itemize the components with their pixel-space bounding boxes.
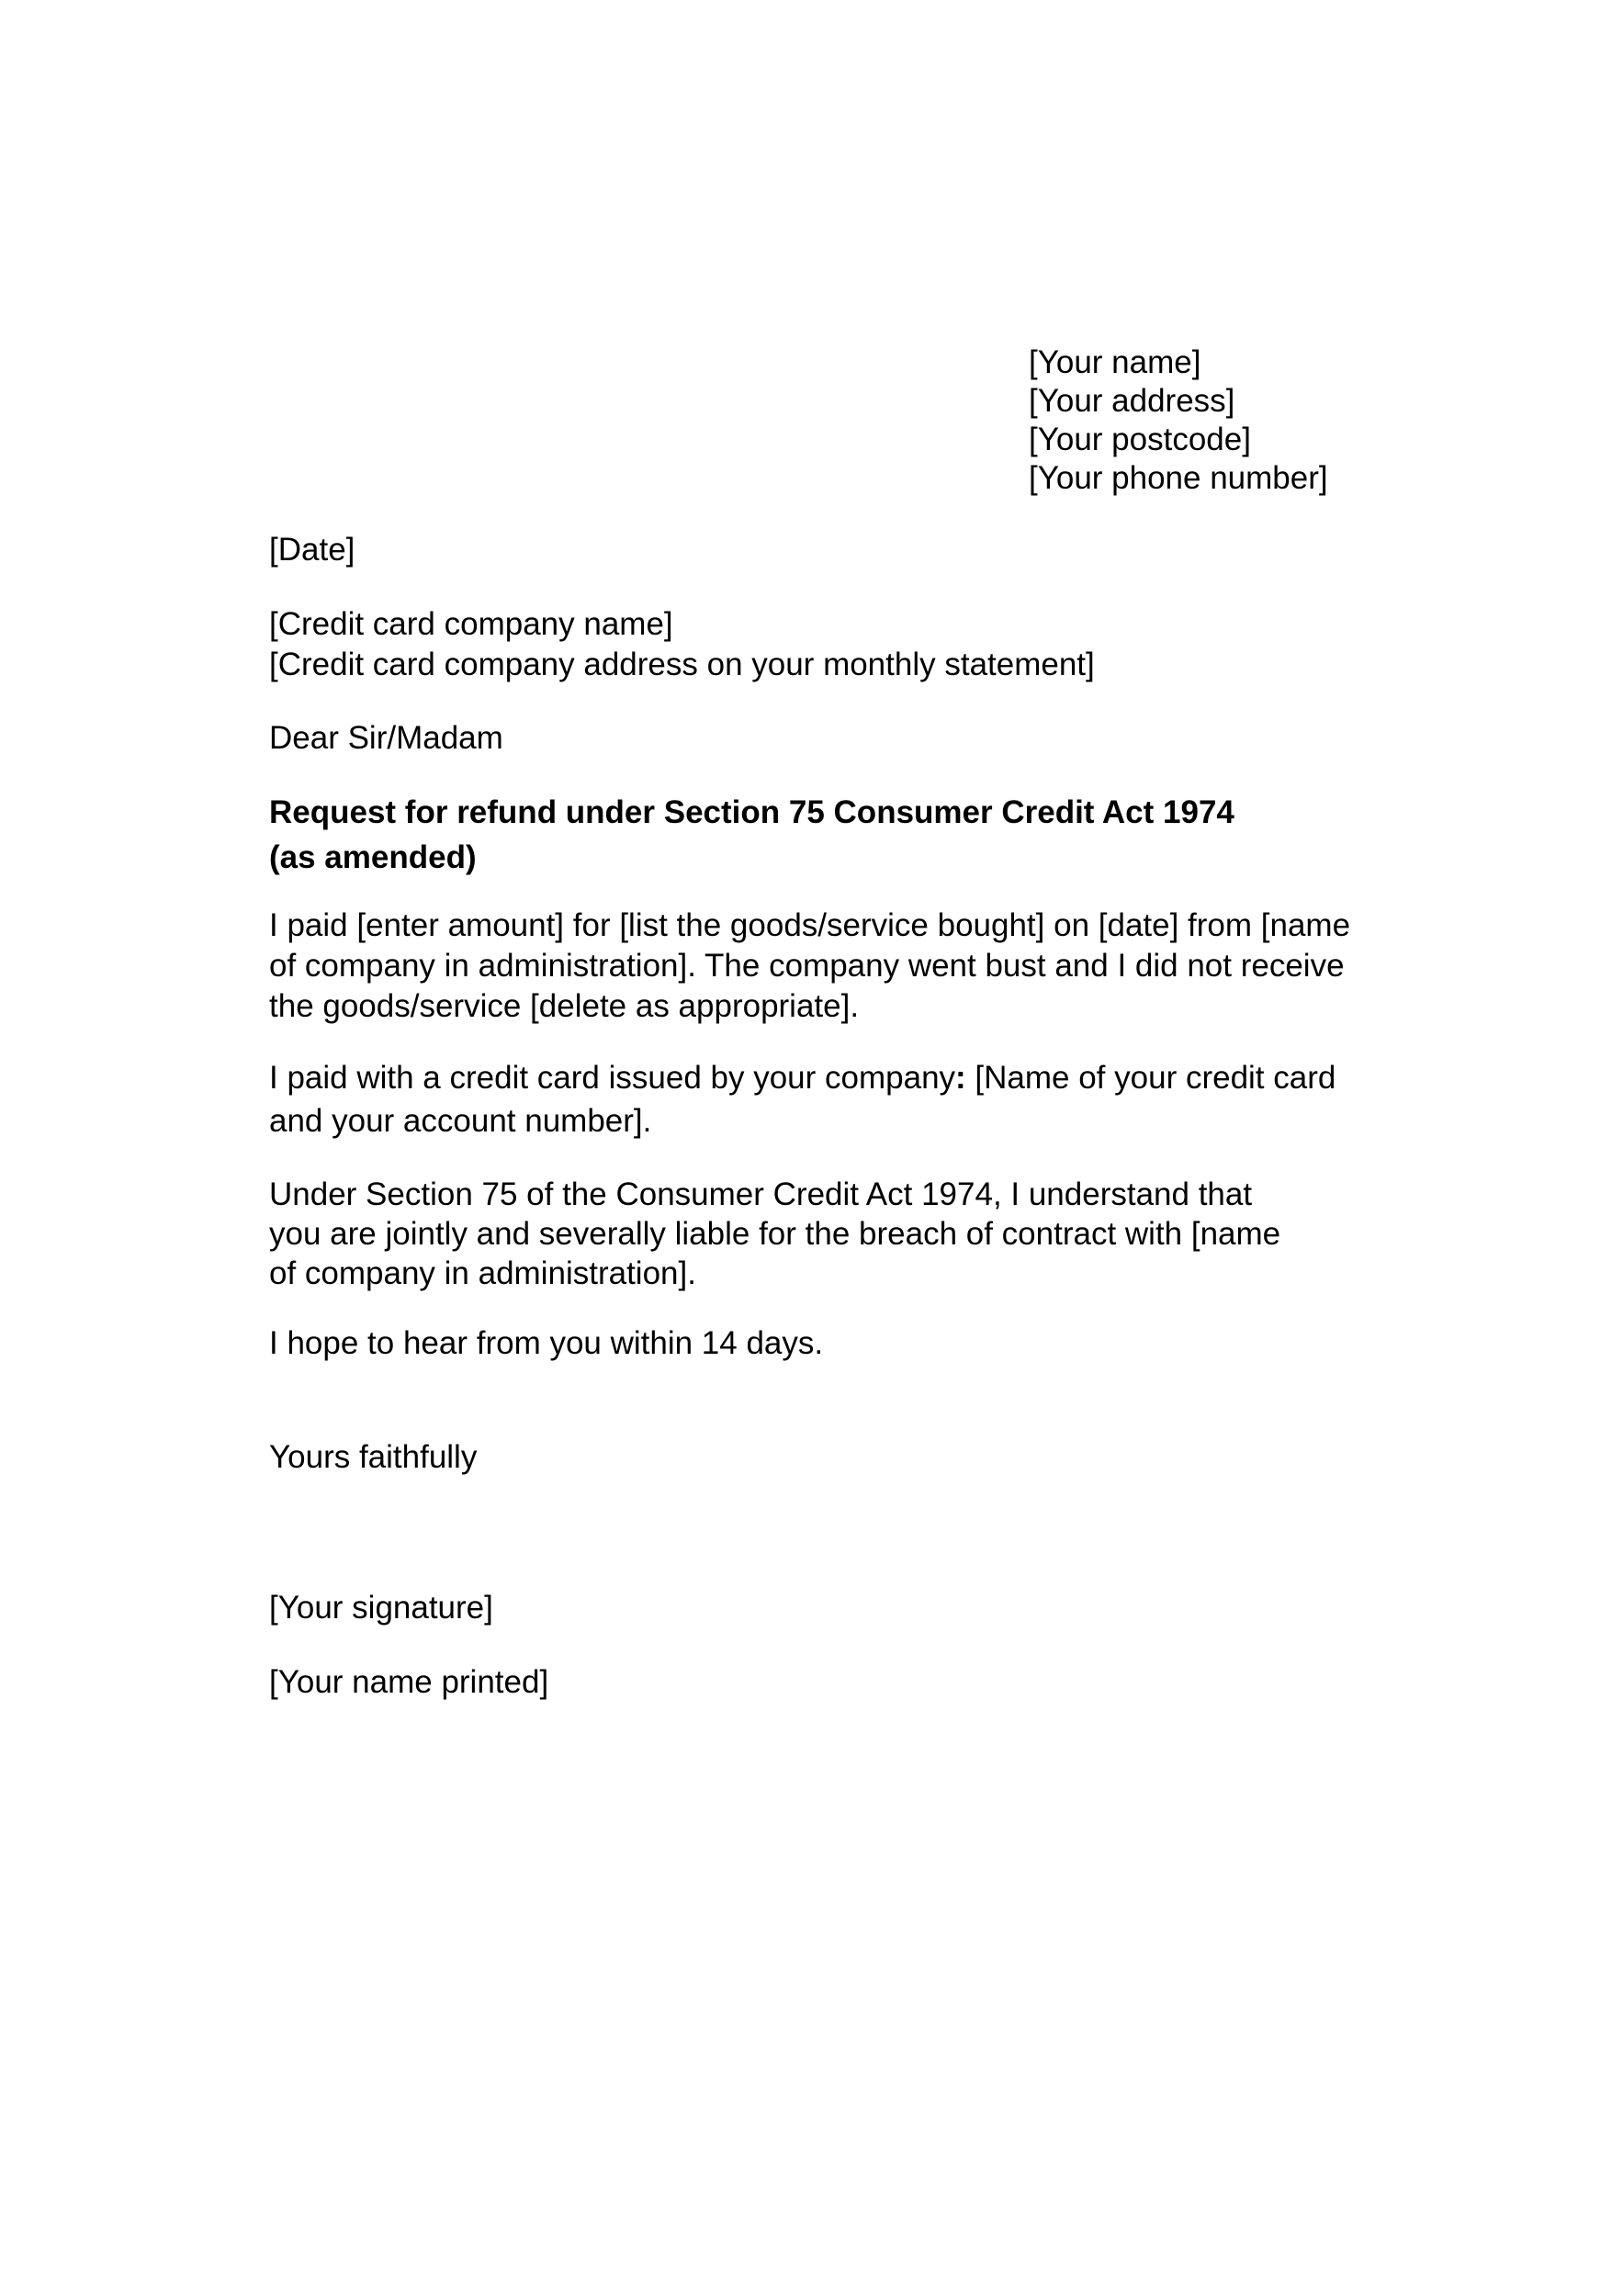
sender-address: [Your address] [1029, 383, 1235, 419]
paragraph-3-line-3: of company in administration]. [269, 1255, 696, 1291]
sender-name: [Your name] [1029, 344, 1201, 380]
sender-phone: [Your phone number] [1029, 460, 1328, 496]
paragraph-2-line-1-suffix: [Name of your credit card [965, 1060, 1336, 1096]
recipient-company-name: [Credit card company name] [269, 606, 673, 642]
name-printed: [Your name printed] [269, 1664, 549, 1700]
salutation: Dear Sir/Madam [269, 720, 503, 756]
subject-line-2: (as amended) [269, 839, 477, 875]
recipient-company-address: [Credit card company address on your monthly statement] [269, 647, 1095, 682]
subject-line-1: Request for refund under Section 75 Consumer Credit Act 1974 [269, 794, 1234, 830]
paragraph-1-line-3: the goods/service [delete as appropriate]. [269, 988, 860, 1024]
letter-date: [Date] [269, 532, 355, 568]
closing: Yours faithfully [269, 1439, 478, 1475]
paragraph-3-line-1: Under Section 75 of the Consumer Credit Act 1974, I understand that [269, 1176, 1253, 1212]
paragraph-2-colon: : [955, 1060, 966, 1096]
paragraph-3-line-2: you are jointly and severally liable for the breach of contract with [name [269, 1216, 1281, 1252]
paragraph-1-line-1: I paid [enter amount] for [list the goods/service bought] on [date] from [name [269, 907, 1351, 943]
paragraph-1-line-2: of company in administration]. The company went bust and I did not receive [269, 948, 1345, 984]
signature-placeholder: [Your signature] [269, 1590, 493, 1626]
paragraph-2-line-1 [269, 1059, 1336, 1097]
paragraph-2-line-1-prefix: I paid with a credit card issued by your company [269, 1060, 956, 1096]
paragraph-4: I hope to hear from you within 14 days. [269, 1325, 824, 1361]
paragraph-2-line-2: and your account number]. [269, 1103, 652, 1139]
sender-postcode: [Your postcode] [1029, 422, 1251, 457]
